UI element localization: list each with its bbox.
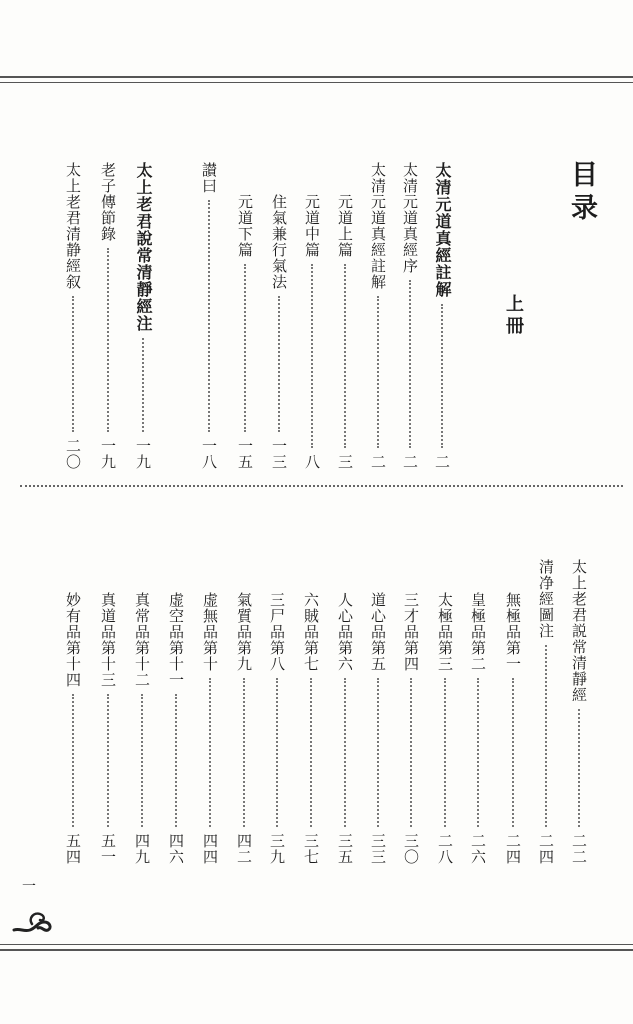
toc-entry-page: 一五 xyxy=(236,438,254,470)
toc-entry[interactable] xyxy=(236,194,254,470)
toc-entry-title: 住氣兼行氣法 xyxy=(270,194,288,290)
toc-entry-title: 太極品第三 xyxy=(436,592,454,672)
toc-entry[interactable] xyxy=(401,162,419,470)
toc-entry-title: 皇極品第二 xyxy=(469,592,487,672)
dot-leader xyxy=(477,678,479,827)
top-rule xyxy=(0,76,633,78)
toc-entry-title: 真道品第十三 xyxy=(99,592,117,688)
toc-entry-title: 真常品第十二 xyxy=(133,592,151,688)
toc-entry[interactable] xyxy=(302,592,320,865)
toc-entry-page: 二 xyxy=(433,454,451,470)
toc-entry-page: 四九 xyxy=(133,833,151,865)
toc-entry-title: 虚空品第十一 xyxy=(167,592,185,688)
toc-entry-page: 四四 xyxy=(201,833,219,865)
toc-entry-page: 二 xyxy=(369,454,387,470)
toc-entry-title: 太上老君清静經叙 xyxy=(64,162,82,290)
dot-leader xyxy=(444,678,446,827)
toc-entry[interactable] xyxy=(537,559,555,865)
dot-leader xyxy=(441,304,443,448)
dot-leader xyxy=(72,296,74,432)
toc-entry-page: 二四 xyxy=(504,833,522,865)
toc-entry-page: 二二 xyxy=(570,833,588,865)
toc-entry[interactable] xyxy=(469,592,487,865)
dot-leader xyxy=(409,280,411,448)
toc-entry[interactable] xyxy=(268,592,286,865)
dot-leader xyxy=(141,694,143,827)
toc-entry-page: 一八 xyxy=(200,438,218,470)
toc-entry-page: 二六 xyxy=(469,833,487,865)
toc-entry-title: 清净經圖注 xyxy=(537,559,555,639)
toc-entry[interactable] xyxy=(436,592,454,865)
toc-entry[interactable] xyxy=(64,162,82,470)
dot-leader xyxy=(72,694,74,827)
dot-leader xyxy=(208,200,210,432)
toc-entry-title: 太清元道真經序 xyxy=(401,162,419,274)
dot-leader xyxy=(276,678,278,827)
dot-leader xyxy=(243,678,245,827)
toc-entry[interactable] xyxy=(303,194,321,470)
toc-entry[interactable] xyxy=(134,162,152,470)
page-title: 目录 xyxy=(566,160,597,226)
dot-leader xyxy=(175,694,177,827)
toc-entry-title: 太清元道真經註解 xyxy=(369,162,387,290)
toc-entry-title: 讃曰 xyxy=(200,162,218,194)
toc-entry-page: 三 xyxy=(336,454,354,470)
toc-entry-title: 六賊品第七 xyxy=(302,592,320,672)
toc-entry[interactable] xyxy=(433,162,451,470)
toc-entry[interactable] xyxy=(64,592,82,865)
toc-entry-title: 元道下篇 xyxy=(236,194,254,258)
toc-entry-title: 無極品第一 xyxy=(504,592,522,672)
toc-entry-title: 太清元道真經註解 xyxy=(433,162,452,298)
cloud-ornament-icon xyxy=(10,902,54,938)
toc-entry[interactable] xyxy=(200,162,218,470)
toc-entry-title: 元道上篇 xyxy=(336,194,354,258)
toc-entry-page: 二八 xyxy=(436,833,454,865)
toc-entry[interactable] xyxy=(99,162,117,470)
toc-entry-page: 三七 xyxy=(302,833,320,865)
toc-entry-page: 五四 xyxy=(64,833,82,865)
bottom-rule xyxy=(0,949,633,951)
dot-leader xyxy=(278,296,280,432)
toc-entry-page: 三〇 xyxy=(402,833,420,865)
dot-leader xyxy=(344,264,346,448)
toc-entry[interactable] xyxy=(336,592,354,865)
toc-entry-title: 妙有品第十四 xyxy=(64,592,82,688)
toc-entry[interactable] xyxy=(369,162,387,470)
toc-entry-page: 三五 xyxy=(336,833,354,865)
dot-leader xyxy=(107,248,109,432)
toc-entry-title: 老子傳節錄 xyxy=(99,162,117,242)
dot-leader xyxy=(142,338,144,432)
dot-leader xyxy=(344,678,346,827)
toc-entry-title: 太上老君説常清靜經 xyxy=(570,559,588,703)
toc-entry-page: 一九 xyxy=(134,438,152,470)
toc-entry[interactable] xyxy=(270,194,288,470)
toc-entry[interactable] xyxy=(99,592,117,865)
toc-entry-page: 四六 xyxy=(167,833,185,865)
toc-entry-title: 虚無品第十 xyxy=(201,592,219,672)
toc-entry[interactable] xyxy=(570,559,588,865)
toc-entry[interactable] xyxy=(336,194,354,470)
toc-entry-title: 氣質品第九 xyxy=(235,592,253,672)
toc-entry[interactable] xyxy=(402,592,420,865)
toc-entry-page: 二〇 xyxy=(64,438,82,470)
dot-leader xyxy=(410,678,412,827)
bottom-rule-thin xyxy=(0,944,633,945)
toc-entry[interactable] xyxy=(504,592,522,865)
toc-entry[interactable] xyxy=(167,592,185,865)
dot-leader xyxy=(377,296,379,448)
toc-entry-page: 二 xyxy=(401,454,419,470)
toc-entry-title: 三才品第四 xyxy=(402,592,420,672)
section-divider xyxy=(20,485,623,487)
toc-entry-title: 道心品第五 xyxy=(369,592,387,672)
dot-leader xyxy=(107,694,109,827)
dot-leader xyxy=(377,678,379,827)
toc-entry-page: 一三 xyxy=(270,438,288,470)
toc-entry[interactable] xyxy=(369,592,387,865)
toc-entry[interactable] xyxy=(235,592,253,865)
toc-entry-page: 一九 xyxy=(99,438,117,470)
toc-entry-page: 八 xyxy=(303,454,321,470)
dot-leader xyxy=(311,264,313,448)
toc-entry-page: 五一 xyxy=(99,833,117,865)
volume-label: 上冊 xyxy=(503,294,524,338)
toc-entry-title: 元道中篇 xyxy=(303,194,321,258)
toc-entry-title: 太上老君說常清靜經注 xyxy=(134,162,153,332)
dot-leader xyxy=(310,678,312,827)
page-number: 一 xyxy=(22,879,36,895)
toc-entry-title: 三尸品第八 xyxy=(268,592,286,672)
dot-leader xyxy=(545,645,547,827)
dot-leader xyxy=(578,709,580,827)
dot-leader xyxy=(209,678,211,827)
toc-entry[interactable] xyxy=(133,592,151,865)
dot-leader xyxy=(244,264,246,432)
toc-entry-page: 三三 xyxy=(369,833,387,865)
dot-leader xyxy=(512,678,514,827)
toc-entry-page: 四二 xyxy=(235,833,253,865)
toc-entry[interactable] xyxy=(201,592,219,865)
toc-entry-page: 三九 xyxy=(268,833,286,865)
toc-entry-page: 二四 xyxy=(537,833,555,865)
top-rule-thin xyxy=(0,82,633,83)
toc-entry-title: 人心品第六 xyxy=(336,592,354,672)
